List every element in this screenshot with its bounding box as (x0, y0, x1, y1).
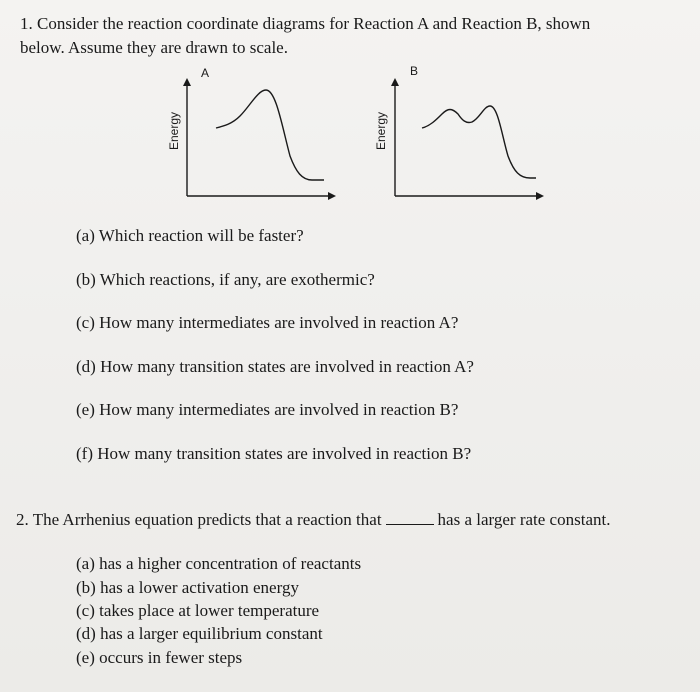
question-2-stem-before: 2. The Arrhenius equation predicts that a reaction that (16, 510, 382, 529)
question-1-part-e: (e) How many intermediates are involved in reaction B? (76, 400, 459, 419)
diagram-b-y-arrow (391, 78, 399, 86)
question-1-part-f: (f) How many transition states are involved in reaction B? (76, 444, 472, 463)
question-1-part-d: (d) How many transition states are involved in reaction A? (76, 357, 474, 376)
question-1-part-a: (a) Which reaction will be faster? (76, 226, 304, 245)
question-2-option-c: (c) takes place at lower temperature (76, 601, 320, 620)
question-1-line-1: 1. Consider the reaction coordinate diagrams for Reaction A and Reaction B, shown (20, 14, 591, 33)
diagram-b-axis-label: Energy (374, 111, 389, 151)
diagram-a-energy-curve (216, 90, 324, 180)
diagram-a-label: A (201, 66, 210, 80)
diagram-b-x-arrow (536, 192, 544, 200)
question-2-option-a: (a) has a higher concentration of reactants (76, 554, 362, 573)
question-1-line-2: below. Assume they are drawn to scale. (20, 38, 288, 57)
question-2-stem-after: has a larger rate constant. (437, 510, 611, 529)
question-2-option-b: (b) has a lower activation energy (76, 578, 299, 597)
question-1-part-b: (b) Which reactions, if any, are exothermic? (76, 270, 375, 289)
diagram-b-label: B (410, 64, 419, 78)
diagram-a-axis-label: Energy (167, 111, 182, 151)
diagram-a-x-arrow (328, 192, 336, 200)
answer-blank (386, 510, 434, 525)
question-1-part-c: (c) How many intermediates are involved in reaction A? (76, 313, 459, 332)
question-2-option-e: (e) occurs in fewer steps (76, 648, 243, 667)
diagram-a-y-arrow (183, 78, 191, 86)
question-2-option-d: (d) has a larger equilibrium constant (76, 624, 323, 643)
question-2-stem (16, 510, 610, 530)
diagram-b-energy-curve (422, 106, 536, 178)
diagram-a-plot (180, 76, 340, 200)
diagram-b-plot (388, 76, 548, 200)
